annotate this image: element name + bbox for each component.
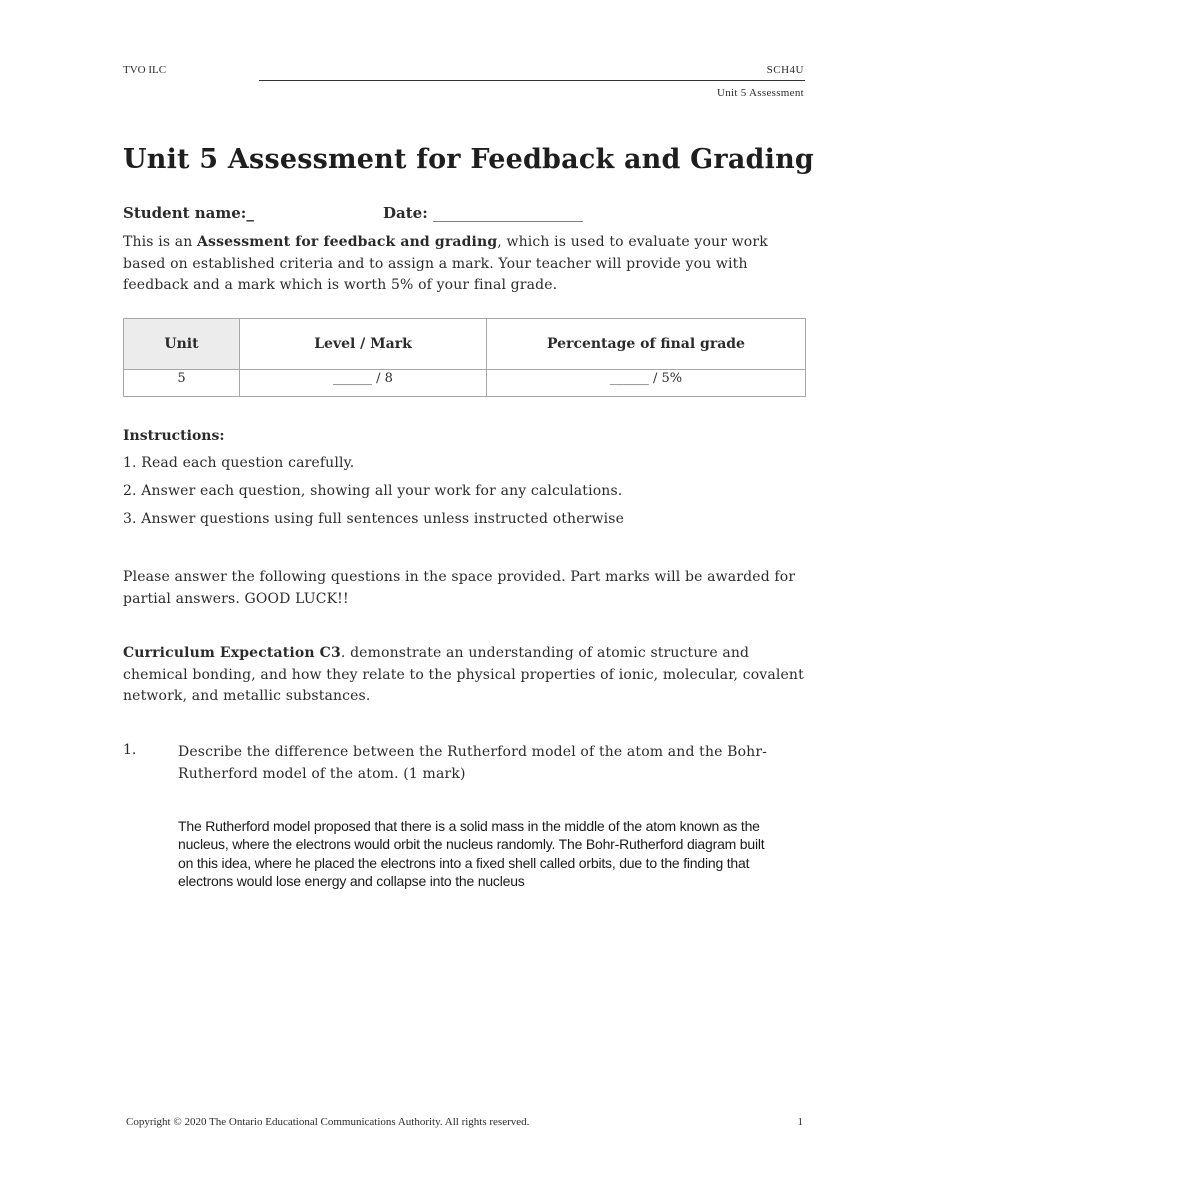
student-name-label: Student name:_ <box>123 204 254 222</box>
footer-copyright: Copyright © 2020 The Ontario Educational Communications Authority. All rights reserved. <box>126 1116 530 1128</box>
cell-level-mark: ______ / 8 <box>240 370 487 397</box>
page-title: Unit 5 Assessment for Feedback and Grading <box>123 144 814 175</box>
cell-unit: 5 <box>124 370 240 397</box>
header-course-code: SCH4U <box>766 64 804 76</box>
header-percentage: Percentage of final grade <box>487 319 806 370</box>
please-answer-paragraph: Please answer the following questions in the space provided. Part marks will be awarded for partial answers. GOOD LUCK!! <box>123 569 796 607</box>
date-label: Date: <box>383 204 428 222</box>
list-item: 3. Answer questions using full sentences unless instructed otherwise <box>123 511 625 527</box>
question-text: Describe the difference between the Rutherford model of the atom and the Bohr-Rutherford model of the atom. (1 mark) <box>178 744 768 782</box>
intro-bold: Assessment for feedback and grading <box>197 234 498 250</box>
header-rule <box>259 80 805 81</box>
page-number: 1 <box>797 1116 803 1128</box>
grade-table <box>123 318 806 397</box>
header-level-mark: Level / Mark <box>240 319 487 370</box>
header-organization: TVO ILC <box>123 64 167 76</box>
curriculum-expectation <box>123 643 813 708</box>
date-line: ____________________ <box>432 204 583 222</box>
curriculum-label: Curriculum Expectation C3 <box>123 645 341 661</box>
grade-table-header-row <box>124 319 806 370</box>
table-row <box>124 370 806 397</box>
curriculum-text: . demonstrate an understanding of atomic structure and chemical bonding, and how they relate to the physical properties of ionic, molecular, covalent network, and metallic substances. <box>123 645 804 704</box>
date-field <box>383 204 583 222</box>
cell-percentage: ______ / 5% <box>487 370 806 397</box>
instructions-list <box>123 455 624 539</box>
question-number: 1. <box>123 742 137 758</box>
list-item: 2. Answer each question, showing all your work for any calculations. <box>123 483 623 499</box>
header-subtitle: Unit 5 Assessment <box>717 87 804 99</box>
intro-rest: , which is used to evaluate your work based on established criteria and to assign a mark. Your teacher will provide you with feedback and a mark which is worth 5% of your final grade. <box>123 234 768 293</box>
intro-prefix: This is an <box>123 234 198 250</box>
intro-paragraph <box>123 232 803 297</box>
answer-text: The Rutherford model proposed that there is a solid mass in the middle of the atom known as the nucleus, where the electrons would orbit the nucleus randomly. The Bohr-Rutherford diagram built on this idea, where he placed the electrons into a fixed shell called orbits, due to the finding that electrons would lose energy and collapse into the nucleus <box>178 818 765 889</box>
list-item: 1. Read each question carefully. <box>123 455 355 471</box>
header-unit: Unit <box>124 319 240 370</box>
instructions-heading: Instructions: <box>123 428 225 444</box>
